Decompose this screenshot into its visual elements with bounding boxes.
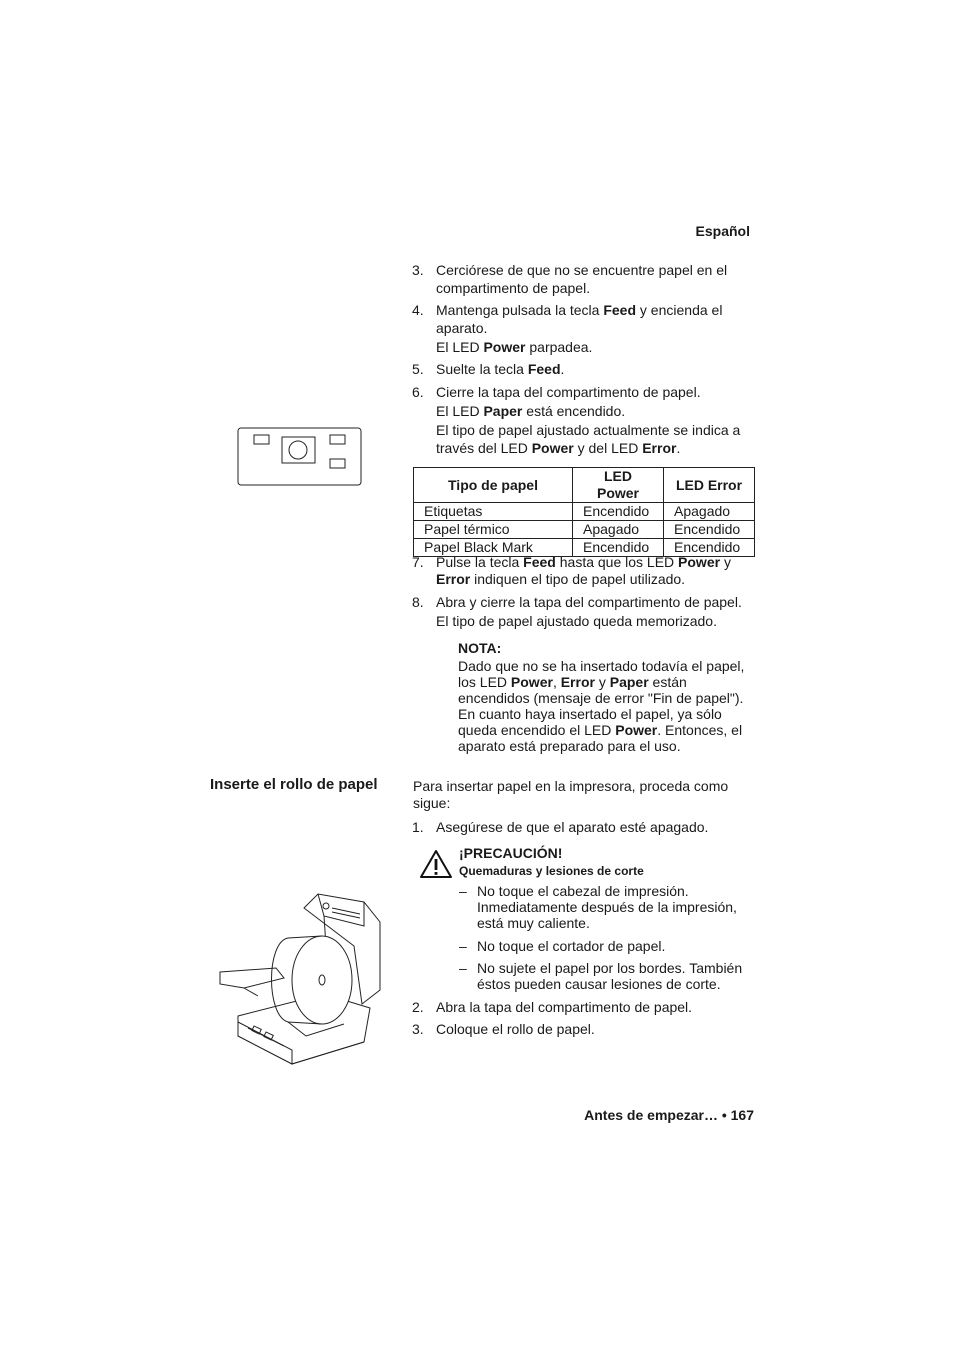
step-subtext: El tipo de papel ajustado actualmente se indica a — [436, 422, 741, 438]
step-text: Mantenga pulsada la tecla Feed y encienda el — [436, 302, 723, 318]
caution-subtitle: Quemaduras y lesiones de corte — [459, 864, 644, 878]
bullet-dash: – — [459, 960, 467, 976]
section-intro: Para insertar papel en la impresora, proceda como — [413, 778, 729, 794]
table-header: LED Error — [664, 468, 755, 503]
table-cell: Papel térmico — [414, 521, 573, 539]
table-cell: Encendido — [573, 503, 664, 521]
section-intro: sigue: — [413, 795, 451, 811]
step-subtext: El LED Power parpadea. — [436, 339, 593, 355]
step-text: compartimento de papel. — [436, 280, 591, 296]
bullet-text: No toque el cabezal de impresión. — [477, 883, 689, 899]
bullet-dash: – — [459, 938, 467, 954]
step-text: Error indiquen el tipo de papel utilizado. — [436, 571, 686, 587]
note-text: aparato está preparado para el uso. — [458, 738, 681, 754]
bullet-text: Inmediatamente después de la impresión, — [477, 899, 737, 915]
step-number: 2. — [412, 999, 424, 1015]
step-text: Abra la tapa del compartimento de papel. — [436, 999, 693, 1015]
section-heading: Inserte el rollo de papel — [210, 776, 378, 793]
table-cell: Encendido — [573, 539, 664, 557]
table-row — [414, 503, 755, 521]
step-subtext: El LED Paper está encendido. — [436, 403, 626, 419]
table-cell: Etiquetas — [414, 503, 573, 521]
bullet-text: No sujete el papel por los bordes. También — [477, 960, 743, 976]
step-subtext: El tipo de papel ajustado queda memorizado. — [436, 613, 717, 629]
page-footer: Antes de empezar… • 167 — [584, 1107, 754, 1123]
step-text: Abra y cierre la tapa del compartimento de papel. — [436, 594, 742, 610]
step-text: Suelte la tecla Feed. — [436, 361, 565, 377]
table-cell: Encendido — [664, 539, 755, 557]
step-number: 6. — [412, 384, 424, 400]
paper-type-table — [413, 467, 755, 557]
printer-illustration — [214, 886, 386, 1068]
bullet-dash: – — [459, 883, 467, 899]
step-number: 7. — [412, 554, 424, 570]
table-row — [414, 521, 755, 539]
note-text: los LED Power, Error y Paper están — [458, 674, 687, 690]
step-text: Pulse la tecla Feed hasta que los LED Power y — [436, 554, 731, 570]
table-header: Tipo de papel — [414, 468, 573, 503]
warning-triangle-icon — [419, 849, 453, 879]
table-header: LED Power — [573, 468, 664, 503]
bullet-text: éstos pueden causar lesiones de corte. — [477, 976, 721, 992]
step-number: 8. — [412, 594, 424, 610]
step-text: Coloque el rollo de papel. — [436, 1021, 595, 1037]
note-text: Dado que no se ha insertado todavía el papel, — [458, 658, 745, 674]
step-number: 5. — [412, 361, 424, 377]
table-cell: Apagado — [664, 503, 755, 521]
language-header: Español — [695, 223, 750, 239]
step-text: Cierre la tapa del compartimento de papel. — [436, 384, 701, 400]
step-number: 4. — [412, 302, 424, 318]
step-text: Asegúrese de que el aparato esté apagado. — [436, 819, 709, 835]
note-text: queda encendido el LED Power. Entonces, el — [458, 722, 743, 738]
table-cell: Encendido — [664, 521, 755, 539]
bullet-text: No toque el cortador de papel. — [477, 938, 666, 954]
step-text: Cerciórese de que no se encuentre papel en el — [436, 262, 728, 278]
step-text: aparato. — [436, 320, 488, 336]
step-number: 3. — [412, 262, 424, 278]
step-subtext: través del LED Power y del LED Error. — [436, 440, 681, 456]
step-number: 3. — [412, 1021, 424, 1037]
table-cell: Papel Black Mark — [414, 539, 573, 557]
caution-title: ¡PRECAUCIÓN! — [459, 845, 563, 861]
step-number: 1. — [412, 819, 424, 835]
note-text: encendidos (mensaje de error "Fin de papel"). — [458, 690, 744, 706]
led-panel-illustration — [236, 427, 364, 489]
table-cell: Apagado — [573, 521, 664, 539]
note-text: En cuanto haya insertado el papel, ya sólo — [458, 706, 722, 722]
note-title: NOTA: — [458, 640, 502, 656]
bullet-text: está muy caliente. — [477, 915, 590, 931]
